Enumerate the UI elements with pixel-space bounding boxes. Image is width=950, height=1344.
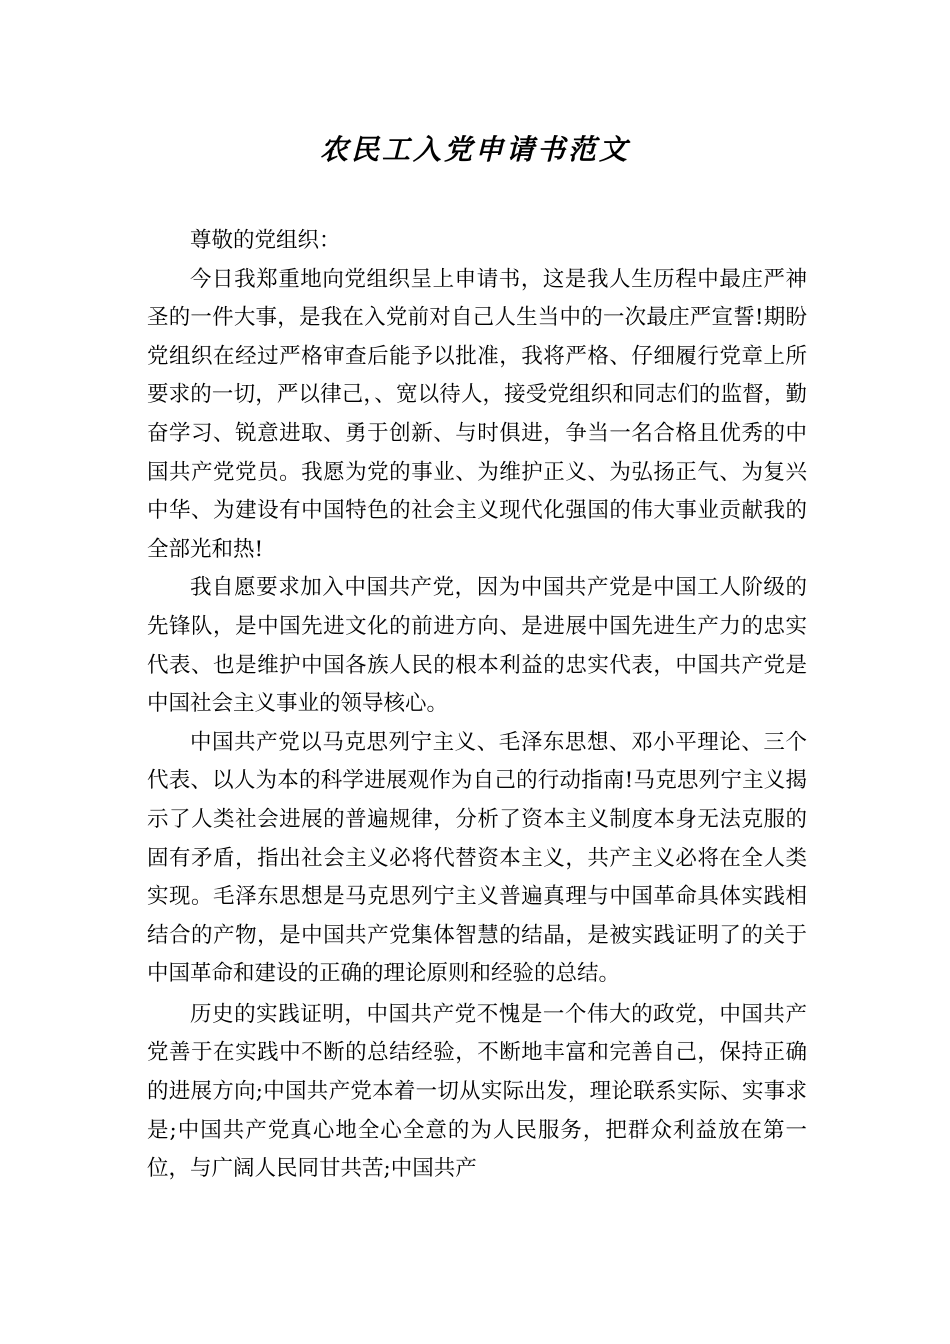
paragraph: 历史的实践证明，中国共产党不愧是一个伟大的政党，中国共产党善于在实践中不断的总结经验，不断地丰富和完善自己，保持正确的进展方向;中国共产党本着一切从实际出发，理论联系实际、实事求是;中国共产党真心地全心全意的为人民服务，把群众利益放在第一位，与广阔人民同甘共苦;中国共产 xyxy=(147,1001,807,1182)
document-body xyxy=(147,222,807,1189)
salutation: 尊敬的党组织： xyxy=(190,228,341,253)
paragraph: 我自愿要求加入中国共产党，因为中国共产党是中国工人阶级的先锋队，是中国先进文化的前进方向、是进展中国先进生产力的忠实代表、也是维护中国各族人民的根本利益的忠实代表，中国共产党是中国社会主义事业的领导核心。 xyxy=(147,575,807,717)
paragraph: 今日我郑重地向党组织呈上申请书，这是我人生历程中最庄严神圣的一件大事，是我在入党前对自己人生当中的一次最庄严宣誓!期盼党组织在经过严格审查后能予以批准，我将严格、仔细履行党章上所要求的一切，严以律己，、宽以待人，接受党组织和同志们的监督，勤奋学习、锐意进取、勇于创新、与时俱进，争当一名合格且优秀的中国共产党党员。我愿为党的事业、为维护正义、为弘扬正气、为复兴中华、为建设有中国特色的社会主义现代化强国的伟大事业贡献我的全部光和热! xyxy=(147,266,807,562)
document-title: 农民工入党申请书范文 xyxy=(319,133,630,166)
paragraph: 中国共产党以马克思列宁主义、毛泽东思想、邓小平理论、三个代表、以人为本的科学进展观作为自己的行动指南!马克思列宁主义揭示了人类社会进展的普遍规律，分析了资本主义制度本身无法克服的固有矛盾，指出社会主义必将代替资本主义，共产主义必将在全人类实现。毛泽东思想是马克思列宁主义普遍真理与中国革命具体实践相结合的产物，是中国共产党集体智慧的结晶，是被实践证明了的关于中国革命和建设的正确的理论原则和经验的总结。 xyxy=(147,729,807,987)
